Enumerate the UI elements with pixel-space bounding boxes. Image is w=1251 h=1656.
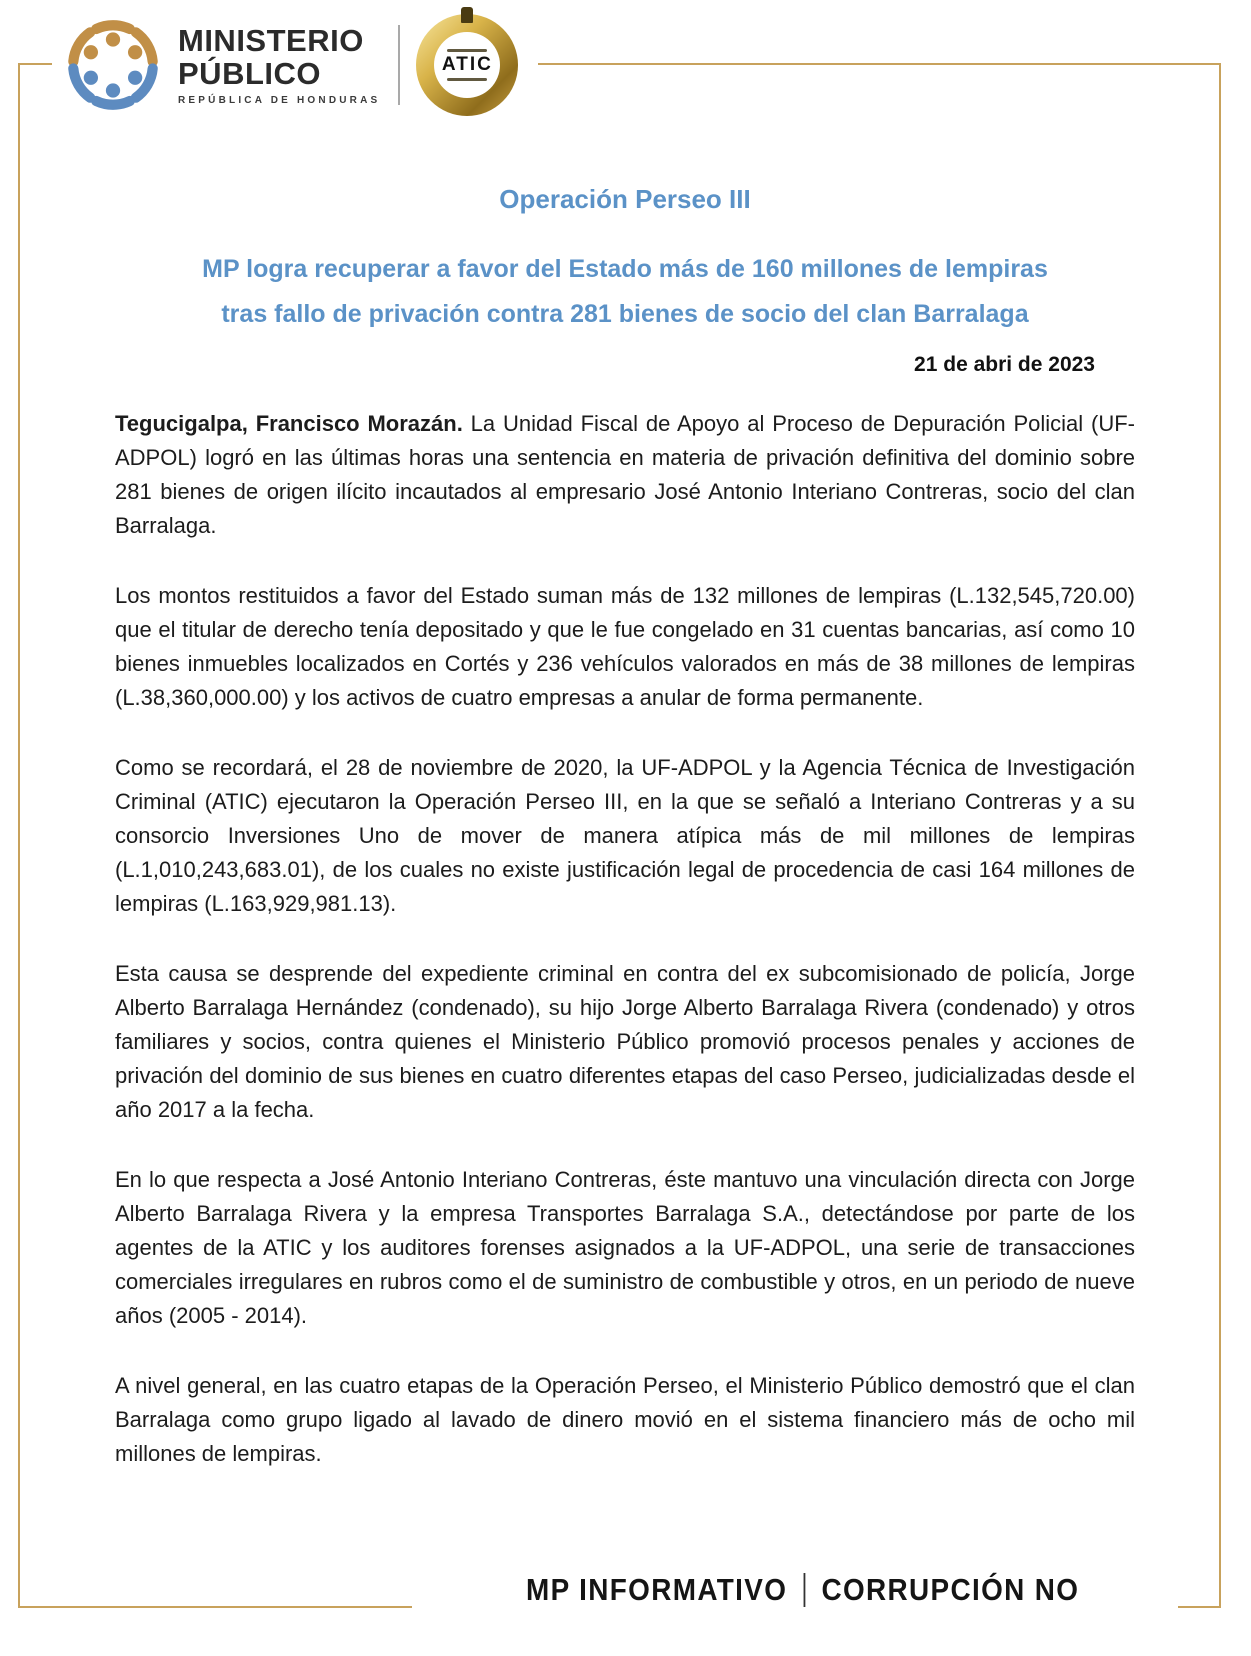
footer-right-label: CORRUPCIÓN NO — [821, 1572, 1080, 1607]
paragraph-6: A nivel general, en las cuatro etapas de la Operación Perseo, el Ministerio Público demostró que el clan Barralaga como grupo ligado al lavado de dinero movió en el sistema financiero más de ocho mil millones de lempiras. — [115, 1373, 1135, 1466]
article-subtitle — [115, 247, 1135, 337]
paragraph-3: Como se recordará, el 28 de noviembre de 2020, la UF-ADPOL y la Agencia Técnica de Investigación Criminal (ATIC) ejecutaron la Operación Perseo III, en la que se señaló a Interiano Contreras y a su consorcio Inversiones Uno de mover de manera atípica más de mil millones de lempiras (L.1,010,243,683.01), de los cuales no existe justificación legal de procedencia de casi 164 millones de lempiras (L.163,929,981.13). — [115, 755, 1135, 916]
atic-label: ATIC — [441, 54, 493, 75]
page-title: Operación Perseo III — [499, 184, 751, 214]
org-name-line1: MINISTERIO — [178, 23, 364, 58]
paragraph-1-dateline: Tegucigalpa, Francisco Morazán. — [115, 411, 463, 436]
org-name-line2: PÚBLICO — [178, 56, 321, 91]
article-date: 21 de abri de 2023 — [914, 353, 1095, 376]
subtitle-line-2: tras fallo de privación contra 281 bienes de socio del clan Barralaga — [221, 300, 1029, 328]
footer-left-label: MP INFORMATIVO — [526, 1572, 788, 1607]
org-tagline: REPÚBLICA DE HONDURAS — [178, 95, 381, 106]
paragraph-5: En lo que respecta a José Antonio Interiano Contreras, éste mantuvo una vinculación directa con Jorge Alberto Barralaga Rivera y la empresa Transportes Barralaga S.A., detectándose por parte de los agentes de la ATIC y los auditores forenses asignados a la UF-ADPOL, una serie de transacciones comerciales irregulares en rubros como el de suministro de combustible y otros, en un periodo de nueve años (2005 - 2014). — [115, 1167, 1135, 1328]
paragraph-2: Los montos restituidos a favor del Estado suman más de 132 millones de lempiras (L.132,545,720.00) que el titular de derecho tenía depositado y que le fue congelado en 31 cuentas bancarias, así como 10 bienes inmuebles localizados en Cortés y 236 vehículos valorados en más de 38 millones de lempiras (L.38,360,000.00) y los activos de cuatro empresas a anular de forma permanente. — [115, 583, 1135, 710]
paragraph-4: Esta causa se desprende del expediente criminal en contra del ex subcomisionado de policía, Jorge Alberto Barralaga Hernández (condenado), su hijo Jorge Alberto Barralaga Rivera (condenado) y otros familiares y socios, contra quienes el Ministerio Público promovió procesos penales y acciones de privación del dominio de sus bienes en cuatro diferentes etapas del caso Perseo, judicializadas desde el año 2017 a la fecha. — [115, 961, 1135, 1122]
article-paragraphs — [115, 407, 1135, 1471]
paragraph-1 — [115, 407, 1135, 543]
footer-separator — [803, 1573, 805, 1607]
paragraph-1-text: La Unidad Fiscal de Apoyo al Proceso de Depuración Policial (UF-ADPOL) logró en las últimas horas una sentencia en materia de privación definitiva del dominio sobre 281 bienes de origen ilícito incautados al empresario José Antonio Interiano Contreras, socio del clan Barralaga. — [115, 411, 1135, 538]
article-body — [115, 0, 1135, 1507]
subtitle-line-1: MP logra recuperar a favor del Estado más de 160 millones de lempiras — [202, 255, 1048, 283]
footer-banner — [458, 1572, 1147, 1608]
